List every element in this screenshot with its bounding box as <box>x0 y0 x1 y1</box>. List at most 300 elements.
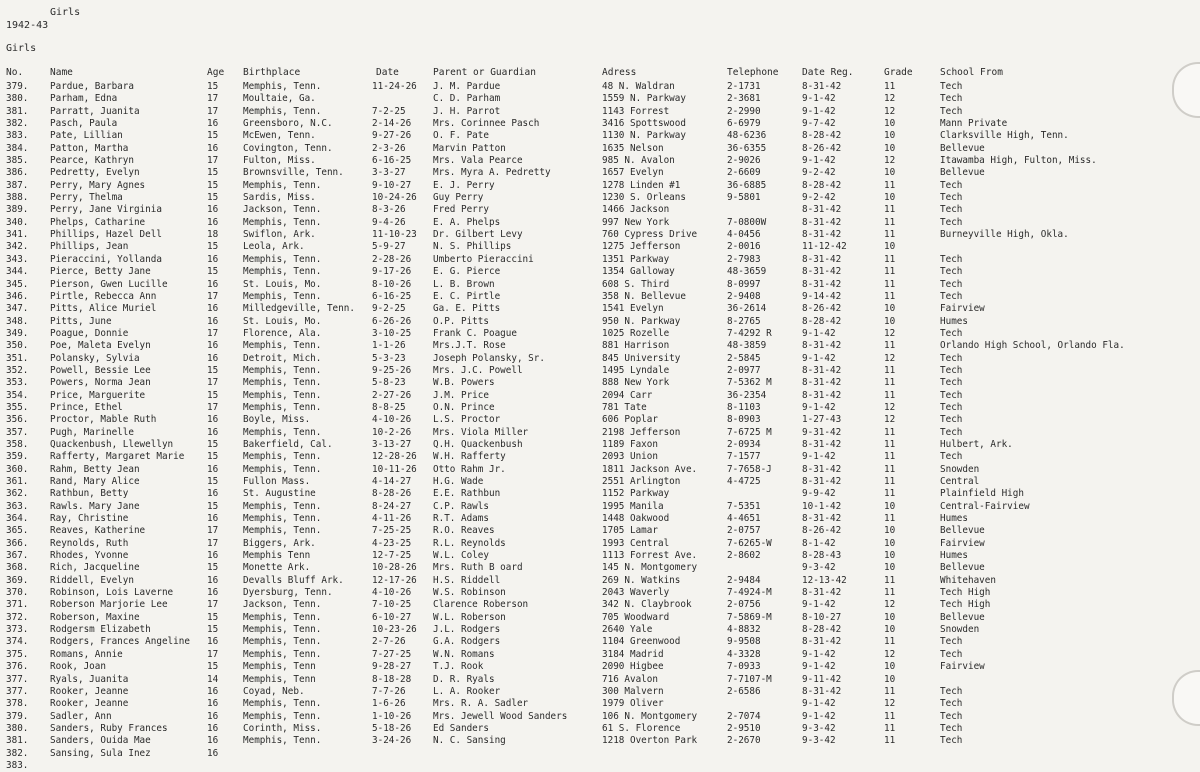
date-registered: 8-31-42 <box>802 377 842 389</box>
student-age: 15 <box>207 192 219 204</box>
row-number: 382. <box>6 747 29 759</box>
birthplace: Bakerfield, Cal. <box>243 438 333 450</box>
student-name: Pierce, Betty Jane <box>50 266 151 278</box>
parent-guardian: W.L. Roberson <box>433 611 506 623</box>
date-registered: 9-1-42 <box>802 710 836 722</box>
date-registered: 9-1-42 <box>802 698 836 710</box>
school-from: Tech <box>940 253 963 265</box>
student-name: Parratt, Juanita <box>50 105 140 117</box>
grade: 11 <box>884 426 896 438</box>
address: 1152 Parkway <box>602 488 670 500</box>
address: 2043 Waverly <box>602 587 670 599</box>
parent-guardian: O.N. Prince <box>433 401 495 413</box>
student-name: Roberson, Maxine <box>50 611 140 623</box>
address: 1705 Lamar <box>602 525 658 537</box>
student-name: Pierson, Gwen Lucille <box>50 278 168 290</box>
telephone: 2-3681 <box>727 93 761 105</box>
date-registered: 8-31-42 <box>802 229 842 241</box>
row-number: 350. <box>6 340 29 352</box>
student-name: Rand, Mary Alice <box>50 476 140 487</box>
school-from: Tech High <box>940 587 991 599</box>
parent-guardian: Mrs. Ruth B oard <box>433 562 523 574</box>
grade: 11 <box>884 364 896 376</box>
header-address: Adress <box>602 67 637 78</box>
student-age: 15 <box>207 624 219 636</box>
telephone: 2-2990 <box>727 105 761 117</box>
table-row <box>0 464 1200 476</box>
student-name: Perry, Mary Agnes <box>50 179 146 191</box>
row-number: 346. <box>6 290 29 302</box>
student-age: 15 <box>207 266 219 278</box>
row-number: 378. <box>6 698 29 710</box>
grade: 11 <box>884 204 896 216</box>
row-number: 369. <box>6 574 29 586</box>
address: 845 University <box>602 352 681 364</box>
parent-guardian: N. C. Sansing <box>433 735 506 747</box>
student-age: 15 <box>207 389 219 401</box>
date-registered: 10-1-42 <box>802 500 842 512</box>
birth-date: 12-28-26 <box>372 451 417 463</box>
date-registered: 9-1-42 <box>802 451 836 463</box>
birthplace: Memphis, Tenn. <box>243 463 322 475</box>
student-name: Phelps, Catharine <box>50 216 146 228</box>
student-age: 16 <box>207 118 219 130</box>
header-school: School From <box>940 67 1003 78</box>
parent-guardian: Mrs.J.T. Rose <box>433 340 506 352</box>
parent-guardian: E. J. Perry <box>433 179 495 191</box>
birthplace: Memphis, Tenn. <box>243 216 322 228</box>
date-registered: 9-9-42 <box>802 488 836 500</box>
student-age: 15 <box>207 167 219 179</box>
student-name: Pitts, Alice Muriel <box>50 303 157 315</box>
address: 760 Cypress Drive <box>602 229 698 241</box>
address: 1979 Oliver <box>602 698 664 710</box>
student-age: 17 <box>207 93 219 105</box>
address: 1559 N. Parkway <box>602 93 686 105</box>
school-from: Plainfield High <box>940 488 1024 500</box>
table-row <box>0 130 1200 142</box>
parent-guardian: J. M. Pardue <box>433 81 501 92</box>
school-from: Mann Private <box>940 118 1008 130</box>
telephone: 4-4651 <box>727 513 761 525</box>
date-registered: 9-1-42 <box>802 93 836 105</box>
birth-date: 8-3-26 <box>372 204 406 216</box>
telephone: 2-0016 <box>727 241 761 253</box>
grade: 12 <box>884 648 896 660</box>
student-age: 15 <box>207 81 219 92</box>
table-row <box>0 525 1200 537</box>
parent-guardian: Mrs. Myra A. Pedretty <box>433 167 551 179</box>
table-row <box>0 291 1200 303</box>
table-row <box>0 686 1200 698</box>
student-name: Riddell, Evelyn <box>50 574 134 586</box>
school-from: Tech High <box>940 599 991 611</box>
date-registered: 9-1-42 <box>802 599 836 611</box>
birthplace: Greensboro, N.C. <box>243 118 333 130</box>
row-number: 383. <box>6 130 29 142</box>
parent-guardian: L. A. Rooker <box>433 685 501 697</box>
parent-guardian: Q.H. Quackenbush <box>433 438 523 450</box>
student-name: Rodgers, Frances Angeline <box>50 636 190 648</box>
table-row <box>0 81 1200 93</box>
date-registered: 9-3-42 <box>802 562 836 574</box>
birth-date: 7-10-25 <box>372 599 412 611</box>
row-number: 366. <box>6 537 29 549</box>
birth-date: 3-3-27 <box>372 167 406 179</box>
table-row <box>0 106 1200 118</box>
birthplace: Coyad, Neb. <box>243 685 305 697</box>
birthplace: Memphis, Tenn. <box>243 179 322 191</box>
row-number: 355. <box>6 401 29 413</box>
telephone: 2-9026 <box>727 155 761 167</box>
grade: 11 <box>884 290 896 302</box>
birthplace: Memphis, Tenn <box>243 661 316 673</box>
birth-date: 7-7-26 <box>372 685 406 697</box>
header-no: No. <box>6 67 24 78</box>
birthplace: Memphis Tenn <box>243 550 311 562</box>
school-from: Hulbert, Ark. <box>940 438 1013 450</box>
school-from: Tech <box>940 698 963 710</box>
school-from: Humes <box>940 513 968 525</box>
address: 1354 Galloway <box>602 266 675 278</box>
address: 2094 Carr <box>602 389 653 401</box>
table-row <box>0 674 1200 686</box>
student-name: Robinson, Lois Laverne <box>50 587 174 599</box>
parent-guardian: E. A. Phelps <box>433 216 501 228</box>
table-row <box>0 204 1200 216</box>
parent-guardian: Mrs. Vala Pearce <box>433 155 523 167</box>
address: 781 Tate <box>602 401 647 413</box>
address: 950 N. Parkway <box>602 315 681 327</box>
address: 608 S. Third <box>602 278 670 290</box>
grade: 11 <box>884 229 896 241</box>
birth-date: 3-13-27 <box>372 438 412 450</box>
birth-date: 9-27-26 <box>372 130 412 142</box>
school-from: Tech <box>940 327 963 339</box>
date-registered: 8-1-42 <box>802 537 836 549</box>
school-from: Tech <box>940 192 963 204</box>
birth-date: 9-28-27 <box>372 661 412 673</box>
address: 1130 N. Parkway <box>602 130 686 142</box>
birth-date: 9-25-26 <box>372 364 412 376</box>
student-name: Pirtle, Rebecca Ann <box>50 290 157 302</box>
table-row <box>0 402 1200 414</box>
row-number: 364. <box>6 513 29 525</box>
parent-guardian: Mrs. Jewell Wood Sanders <box>433 710 568 722</box>
student-age: 16 <box>207 550 219 562</box>
birth-date: 4-11-26 <box>372 513 412 525</box>
student-age: 17 <box>207 290 219 302</box>
student-age: 15 <box>207 364 219 376</box>
row-number: 385. <box>6 155 29 167</box>
parent-guardian: J. H. Parrot <box>433 105 501 117</box>
birthplace: Memphis, Tenn. <box>243 624 322 636</box>
grade: 10 <box>884 500 896 512</box>
table-row <box>0 279 1200 291</box>
grade: 10 <box>884 167 896 179</box>
table-row <box>0 501 1200 513</box>
table-row <box>0 550 1200 562</box>
address: 106 N. Montgomery <box>602 710 698 722</box>
student-name: Rich, Jacqueline <box>50 562 140 574</box>
address: 716 Avalon <box>602 673 658 685</box>
address: 1541 Evelyn <box>602 303 664 315</box>
school-from: Tech <box>940 648 963 660</box>
student-name: Parham, Edna <box>50 93 118 105</box>
school-from: Bellevue <box>940 167 985 179</box>
telephone: 2-1731 <box>727 81 761 92</box>
row-number: 356. <box>6 414 29 426</box>
student-name: Reaves, Katherine <box>50 525 146 537</box>
row-number: 383. <box>6 759 29 771</box>
grade: 12 <box>884 105 896 117</box>
birth-date: 10-24-26 <box>372 192 417 204</box>
school-from: Itawamba High, Fulton, Miss. <box>940 155 1097 167</box>
address: 1993 Central <box>602 537 670 549</box>
student-age: 15 <box>207 476 219 487</box>
parent-guardian: Clarence Roberson <box>433 599 529 611</box>
student-name: Poe, Maleta Evelyn <box>50 340 151 352</box>
date-registered: 8-28-42 <box>802 130 842 142</box>
address: 1495 Lyndale <box>602 364 670 376</box>
school-from: Tech <box>940 290 963 302</box>
birthplace: Memphis, Tenn. <box>243 525 322 537</box>
table-row <box>0 377 1200 389</box>
birthplace: Memphis, Tenn. <box>243 377 322 389</box>
telephone: 36-2614 <box>727 303 767 315</box>
birthplace: Memphis, Tenn. <box>243 290 322 302</box>
grade: 11 <box>884 179 896 191</box>
school-from: Central <box>940 476 980 487</box>
grade: 11 <box>884 722 896 734</box>
grade: 12 <box>884 414 896 426</box>
address: 1635 Nelson <box>602 142 664 154</box>
birth-date: 10-28-26 <box>372 562 417 574</box>
row-number: 381. <box>6 735 29 747</box>
student-age: 16 <box>207 352 219 364</box>
grade: 10 <box>884 303 896 315</box>
grade: 11 <box>884 340 896 352</box>
grade: 10 <box>884 192 896 204</box>
address: 342 N. Claybrook <box>602 599 692 611</box>
student-name: Proctor, Mable Ruth <box>50 414 157 426</box>
date-registered: 9-1-42 <box>802 401 836 413</box>
grade: 10 <box>884 537 896 549</box>
birthplace: Moultaie, Ga. <box>243 93 316 105</box>
student-name: Sanders, Ruby Frances <box>50 722 168 734</box>
row-number: 354. <box>6 389 29 401</box>
table-row <box>0 748 1200 760</box>
birth-date: 4-23-25 <box>372 537 412 549</box>
header-parent: Parent or Guardian <box>433 67 536 78</box>
parent-guardian: W.N. Romans <box>433 648 495 660</box>
row-number: 380. <box>6 93 29 105</box>
student-age: 16 <box>207 414 219 426</box>
grade: 11 <box>884 513 896 525</box>
date-registered: 8-26-42 <box>802 525 842 537</box>
birth-date: 6-10-27 <box>372 611 412 623</box>
parent-guardian: O. F. Pate <box>433 130 489 142</box>
student-age: 16 <box>207 340 219 352</box>
school-from: Central-Fairview <box>940 500 1030 512</box>
date-registered: 8-31-42 <box>802 685 842 697</box>
school-from: Tech <box>940 735 963 747</box>
parent-guardian: E.E. Rathbun <box>433 488 501 500</box>
grade: 11 <box>884 451 896 463</box>
date-registered: 8-31-42 <box>802 463 842 475</box>
student-name: Poague, Donnie <box>50 327 129 339</box>
birthplace: Sardis, Miss. <box>243 192 316 204</box>
table-row <box>0 476 1200 488</box>
birthplace: Memphis, Tenn. <box>243 340 322 352</box>
student-age: 15 <box>207 451 219 463</box>
student-name: Rooker, Jeanne <box>50 698 129 710</box>
parent-guardian: Mrs. R. A. Sadler <box>433 698 529 710</box>
telephone: 48-3659 <box>727 266 767 278</box>
birthplace: Devalls Bluff Ark. <box>243 574 344 586</box>
school-from: Tech <box>940 105 963 117</box>
parent-guardian: Umberto Pieraccini <box>433 253 534 265</box>
telephone: 36-6885 <box>727 179 767 191</box>
table-row <box>0 93 1200 105</box>
grade: 10 <box>884 142 896 154</box>
table-row <box>0 192 1200 204</box>
student-name: Ray, Christine <box>50 513 129 525</box>
birthplace: McEwen, Tenn. <box>243 130 316 142</box>
date-registered: 8-31-42 <box>802 476 842 487</box>
student-age: 16 <box>207 747 219 759</box>
date-registered: 9-14-42 <box>802 290 842 302</box>
table-row <box>0 316 1200 328</box>
telephone: 7-0800W <box>727 216 767 228</box>
table-row <box>0 143 1200 155</box>
row-number: 388. <box>6 192 29 204</box>
school-from: Bellevue <box>940 525 985 537</box>
row-number: 379. <box>6 81 29 92</box>
grade: 11 <box>884 278 896 290</box>
parent-guardian: D. R. Ryals <box>433 673 495 685</box>
date-registered: 8-31-42 <box>802 81 842 92</box>
student-age: 14 <box>207 673 219 685</box>
date-registered: 8-28-42 <box>802 179 842 191</box>
grade: 12 <box>884 93 896 105</box>
student-name: Sansing, Sula Inez <box>50 747 151 759</box>
student-age: 16 <box>207 216 219 228</box>
date-registered: 9-1-42 <box>802 648 836 660</box>
birthplace: Fulton, Miss. <box>243 155 316 167</box>
school-from: Snowden <box>940 624 980 636</box>
grade: 11 <box>884 735 896 747</box>
parent-guardian: T.J. Rook <box>433 661 484 673</box>
birth-date: 2-28-26 <box>372 253 412 265</box>
birthplace: Memphis, Tenn <box>243 673 316 685</box>
student-name: Price, Marguerite <box>50 389 146 401</box>
telephone: 2-7074 <box>727 710 761 722</box>
telephone: 9-5801 <box>727 192 761 204</box>
table-row <box>0 266 1200 278</box>
school-from: Tech <box>940 204 963 216</box>
birthplace: Memphis, Tenn. <box>243 426 322 438</box>
birthplace: Monette Ark. <box>243 562 311 574</box>
table-row <box>0 229 1200 241</box>
telephone: 2-6609 <box>727 167 761 179</box>
telephone: 36-2354 <box>727 389 767 401</box>
table-row <box>0 340 1200 352</box>
row-number: 377. <box>6 685 29 697</box>
address: 1218 Overton Park <box>602 735 698 747</box>
row-number: 371. <box>6 599 29 611</box>
school-from: Fairview <box>940 303 985 315</box>
grade: 12 <box>884 327 896 339</box>
telephone: 2-0977 <box>727 364 761 376</box>
address: 3416 Spottswood <box>602 118 686 130</box>
birthplace: Biggers, Ark. <box>243 537 316 549</box>
date-registered: 8-31-42 <box>802 438 842 450</box>
parent-guardian: E. C. Pirtle <box>433 290 501 302</box>
student-age: 15 <box>207 611 219 623</box>
table-row <box>0 118 1200 130</box>
row-number: 341. <box>6 229 29 241</box>
parent-guardian: Otto Rahm Jr. <box>433 463 506 475</box>
address: 2198 Jefferson <box>602 426 681 438</box>
birthplace: Florence, Ala. <box>243 327 322 339</box>
school-from: Clarksville High, Tenn. <box>940 130 1069 142</box>
parent-guardian: Dr. Gilbert Levy <box>433 229 523 241</box>
birth-date: 2-7-26 <box>372 636 406 648</box>
birthplace: Memphis, Tenn. <box>243 636 322 648</box>
birth-date: 4-10-26 <box>372 587 412 599</box>
student-name: Pedretty, Evelyn <box>50 167 140 179</box>
parent-guardian: Mrs. Viola Miller <box>433 426 529 438</box>
date-registered: 8-10-27 <box>802 611 842 623</box>
parent-guardian: Fred Perry <box>433 204 489 216</box>
grade: 11 <box>884 266 896 278</box>
birth-date: 2-14-26 <box>372 118 412 130</box>
birthplace: St. Augustine <box>243 488 316 500</box>
date-registered: 8-31-42 <box>802 278 842 290</box>
birth-date: 4-14-27 <box>372 476 412 487</box>
student-age: 15 <box>207 130 219 142</box>
grade: 11 <box>884 710 896 722</box>
table-row <box>0 241 1200 253</box>
birth-date: 5-18-26 <box>372 722 412 734</box>
date-registered: 9-1-42 <box>802 327 836 339</box>
grade: 10 <box>884 241 896 253</box>
grade: 11 <box>884 216 896 228</box>
student-age: 15 <box>207 241 219 253</box>
date-registered: 8-31-42 <box>802 216 842 228</box>
address: 300 Malvern <box>602 685 664 697</box>
table-row <box>0 624 1200 636</box>
grade: 12 <box>884 698 896 710</box>
row-number: 360. <box>6 463 29 475</box>
row-number: 351. <box>6 352 29 364</box>
birthplace: Memphis, Tenn. <box>243 710 322 722</box>
birth-date: 8-8-25 <box>372 401 406 413</box>
birth-date: 9-4-26 <box>372 216 406 228</box>
school-from: Tech <box>940 364 963 376</box>
grade: 11 <box>884 685 896 697</box>
table-row <box>0 698 1200 710</box>
birth-date: 1-1-26 <box>372 340 406 352</box>
birth-date: 4-10-26 <box>372 414 412 426</box>
birthplace: Memphis, Tenn. <box>243 513 322 525</box>
table-row <box>0 649 1200 661</box>
row-number: 380. <box>6 722 29 734</box>
student-name: Rathbun, Betty <box>50 488 129 500</box>
table-row <box>0 513 1200 525</box>
student-age: 17 <box>207 525 219 537</box>
